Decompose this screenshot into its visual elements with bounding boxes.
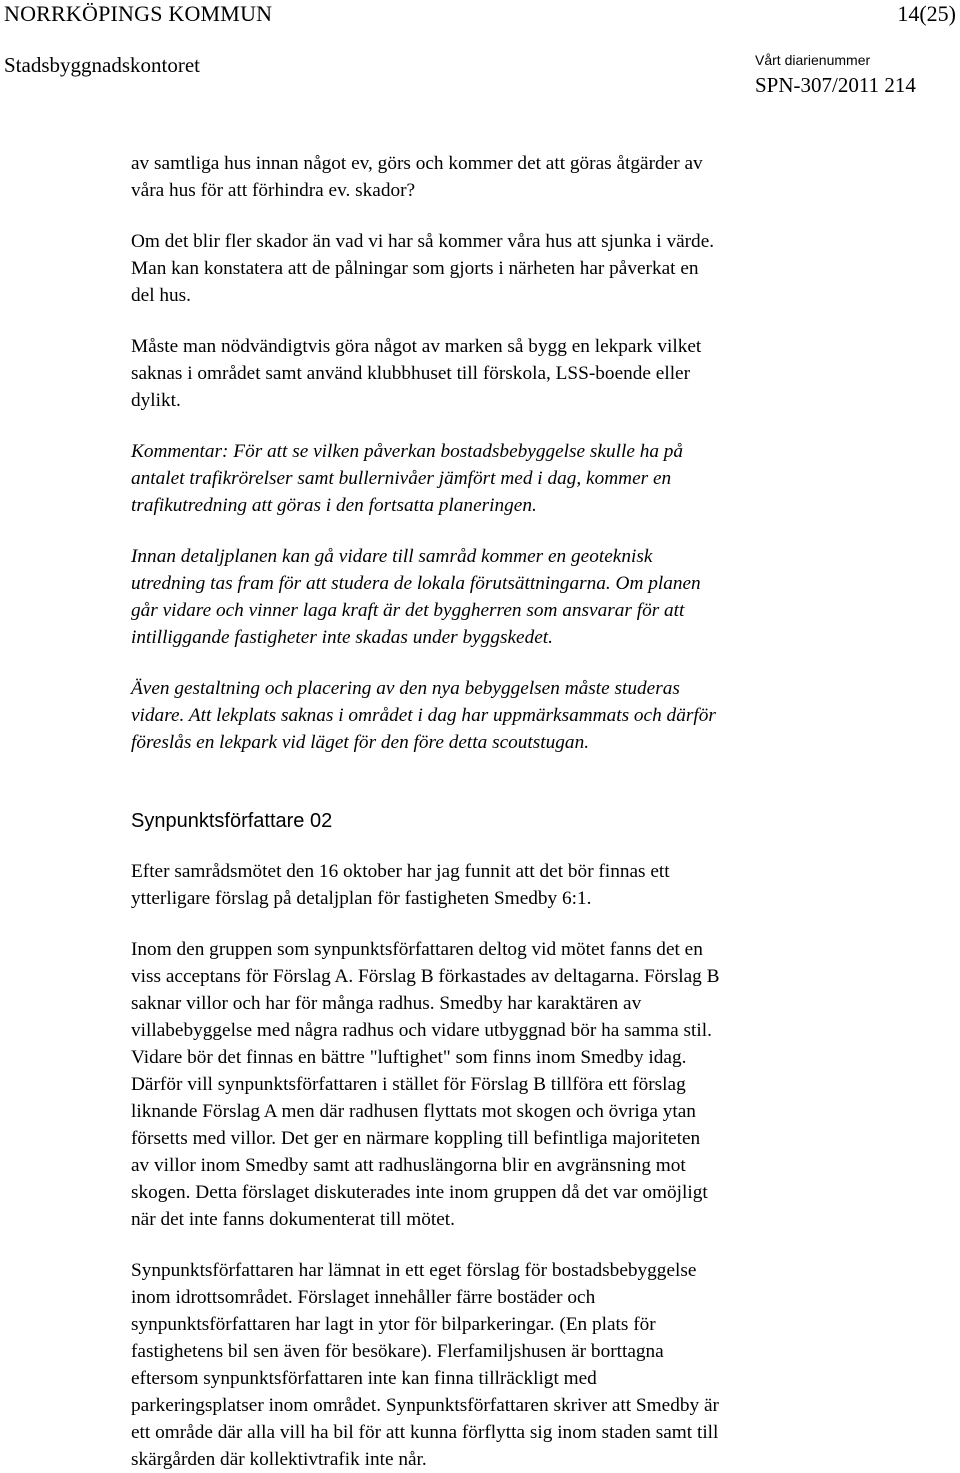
text-line: intilliggande fastigheter inte skadas under byggskedet. <box>131 627 553 648</box>
text-line: saknas i området samt använd klubbhuset till förskola, LSS-boende eller <box>131 363 691 384</box>
text-line: dylikt. <box>131 390 181 411</box>
comment-paragraph <box>131 543 921 651</box>
text-line: utredning tas fram för att studera de lokala förutsättningarna. Om planen <box>131 573 701 594</box>
paragraph <box>131 1257 921 1473</box>
text-line: Innan detaljplanen kan gå vidare till samråd kommer en geoteknisk <box>131 546 653 567</box>
text-line: Man kan konstatera att de pålningar som gjorts i närheten har påverkat en <box>131 258 699 279</box>
text-line: viss acceptans för Förslag A. Förslag B förkastades av deltagarna. Förslag B <box>131 966 720 987</box>
text-line: föreslås en lekpark vid läget för den före detta scoutstugan. <box>131 732 590 753</box>
text-line: av villor inom Smedby samt att radhuslängorna blir en avgränsning mot <box>131 1155 686 1176</box>
text-line: försetts med villor. Det ger en närmare koppling till befintliga majoriteten <box>131 1128 701 1149</box>
text-line: synpunktsförfattaren har lagt in ytor för bilparkeringar. (En plats för <box>131 1314 656 1335</box>
text-line: går vidare och vinner laga kraft är det byggherren som ansvarar för att <box>131 600 685 621</box>
section-heading: Synpunktsförfattare 02 <box>131 810 333 832</box>
document-body <box>131 150 921 1473</box>
text-line: del hus. <box>131 285 191 306</box>
text-line: Även gestaltning och placering av den nya bebyggelsen måste studeras <box>131 678 680 699</box>
text-line: Därför vill synpunktsförfattaren i stället för Förslag B tillföra ett förslag <box>131 1074 686 1095</box>
header-reference-label: Vårt diarienummer <box>755 52 871 68</box>
text-line: antalet trafikrörelser samt bullernivåer jämfört med i dag, kommer en <box>131 468 672 489</box>
paragraph <box>131 936 921 1233</box>
text-line: inom idrottsområdet. Förslaget innehåller färre bostäder och <box>131 1287 596 1308</box>
text-line: när det inte fanns dokumenterat till mötet. <box>131 1209 455 1230</box>
paragraph <box>131 150 921 204</box>
text-line: Måste man nödvändigtvis göra något av marken så bygg en lekpark vilket <box>131 336 702 357</box>
comment-paragraph <box>131 675 921 756</box>
text-line: ytterligare förslag på detaljplan för fastigheten Smedby 6:1. <box>131 888 592 909</box>
text-line: vidare. Att lekplats saknas i området i dag har uppmärksammats och därför <box>131 705 716 726</box>
paragraph <box>131 333 921 414</box>
text-line: fastighetens bil sen även för besökare). Flerfamiljshusen är borttagna <box>131 1341 664 1362</box>
text-line: Efter samrådsmötet den 16 oktober har jag funnit att det bör finnas ett <box>131 861 670 882</box>
text-line: skogen. Detta förslaget diskuterades inte inom gruppen då det var omöjligt <box>131 1182 708 1203</box>
text-line: Kommentar: För att se vilken påverkan bostadsbebyggelse skulle ha på <box>131 441 684 462</box>
text-line: skärgården där kollektivtrafik inte når. <box>131 1449 427 1470</box>
text-line: villabebyggelse med några radhus och vidare utbyggnad bör ha samma stil. <box>131 1020 712 1041</box>
text-line: trafikutredning att göras i den fortsatta planeringen. <box>131 495 537 516</box>
text-line: Om det blir fler skador än vad vi har så kommer våra hus att sjunka i värde. <box>131 231 715 252</box>
text-line: parkeringsplatser inom området. Synpunktsförfattaren skriver att Smedby är <box>131 1395 719 1416</box>
text-line: saknar villor och har för många radhus. Smedby har karaktären av <box>131 993 642 1014</box>
comment-paragraph <box>131 438 921 519</box>
text-line: ett område där alla vill ha bil för att kunna förflytta sig inom staden samt till <box>131 1422 719 1443</box>
paragraph <box>131 858 921 912</box>
header-department: Stadsbyggnadskontoret <box>4 53 200 77</box>
text-line: våra hus för att förhindra ev. skador? <box>131 180 416 201</box>
text-line: av samtliga hus innan något ev, görs och kommer det att göras åtgärder av <box>131 153 703 174</box>
paragraph <box>131 228 921 309</box>
header-organization: NORRKÖPINGS KOMMUN <box>4 1 273 26</box>
text-line: liknande Förslag A men där radhusen flyttats mot skogen och övriga ytan <box>131 1101 696 1122</box>
header-page-number: 14(25) <box>897 1 956 26</box>
text-line: Synpunktsförfattaren har lämnat in ett eget förslag för bostadsbebyggelse <box>131 1260 697 1281</box>
text-line: Vidare bör det finnas en bättre "luftighet" som finns inom Smedby idag. <box>131 1047 687 1068</box>
text-line: Inom den gruppen som synpunktsförfattaren deltog vid mötet fanns det en <box>131 939 703 960</box>
text-line: eftersom synpunktsförfattaren inte kan finna tillräckligt med <box>131 1368 597 1389</box>
header-reference-number: SPN-307/2011 214 <box>755 73 916 97</box>
